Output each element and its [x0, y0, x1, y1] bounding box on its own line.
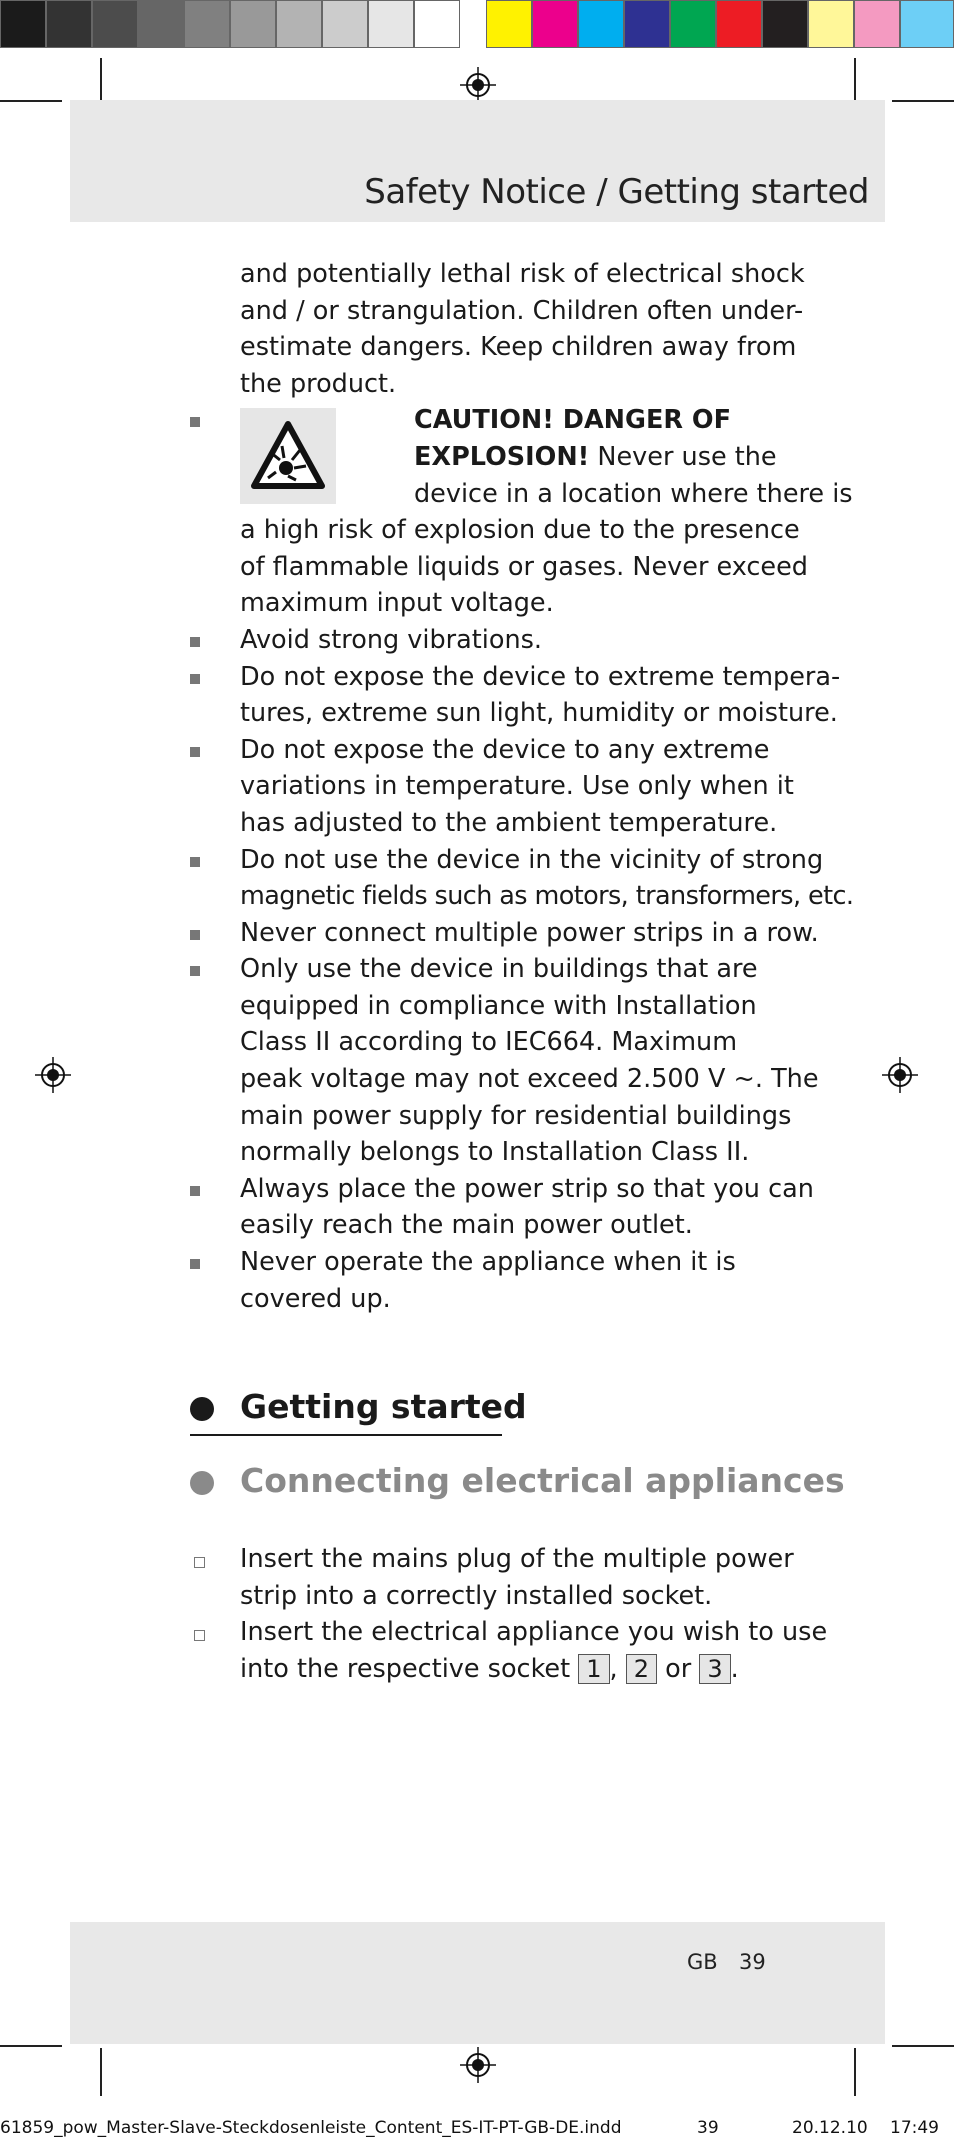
bullet-marker — [190, 857, 200, 867]
color-swatch — [900, 0, 954, 48]
print-slug-time: 17:49 — [890, 2118, 939, 2138]
crop-mark — [0, 100, 62, 102]
text-line: Never use the — [589, 441, 777, 472]
instruction-step — [190, 1614, 828, 1687]
crop-mark — [854, 2048, 856, 2096]
color-swatch — [716, 0, 762, 48]
color-swatch — [322, 0, 368, 48]
text-line: of flammable liquids or gases. Never exceed — [240, 551, 808, 582]
text-span: . — [730, 1653, 739, 1684]
bullet-marker — [190, 1186, 200, 1196]
bullet-marker — [190, 966, 200, 976]
color-swatch — [486, 0, 532, 48]
socket-number-badge: 2 — [626, 1654, 657, 1684]
text-span: , — [609, 1653, 626, 1684]
page-title: Safety Notice / Getting started — [364, 172, 869, 212]
text-line: Class II according to IEC664. Maximum — [240, 1027, 738, 1058]
print-slug-page: 39 — [697, 2118, 719, 2138]
color-swatch — [92, 0, 138, 48]
text-line: has adjusted to the ambient temperature. — [240, 807, 778, 838]
socket-number-badge: 1 — [578, 1654, 609, 1684]
text-line: maximum input voltage. — [240, 588, 554, 619]
color-swatch — [578, 0, 624, 48]
section-heading-text: Getting started — [240, 1387, 527, 1426]
text-line: main power supply for residential buildings — [240, 1100, 792, 1131]
heading-bullet-icon — [190, 1397, 214, 1421]
explosion-warning — [190, 402, 853, 622]
step-checkbox-icon — [194, 1630, 205, 1641]
text-line: estimate dangers. Keep children away from — [240, 332, 797, 363]
text-line: Insert the electrical appliance you wish to use — [240, 1617, 828, 1648]
text-line: and potentially lethal risk of electrical shock — [240, 259, 805, 289]
instruction-step — [190, 1541, 794, 1614]
subsection-heading-text: Connecting electrical appliances — [240, 1461, 845, 1500]
bullet-marker — [190, 637, 200, 647]
text-span: or — [657, 1653, 700, 1684]
crop-mark — [892, 2045, 954, 2047]
text-line: Always place the power strip so that you can — [240, 1173, 814, 1204]
bullet-marker — [190, 674, 200, 684]
color-swatch — [138, 0, 184, 48]
list-item — [190, 622, 770, 659]
text-line — [240, 1651, 770, 1688]
registration-mark-icon — [458, 65, 498, 105]
text-line: and / or strangulation. Children often under- — [240, 295, 804, 326]
heading-underline — [190, 1434, 502, 1436]
step-checkbox-icon — [194, 1557, 205, 1568]
color-swatch — [46, 0, 92, 48]
crop-mark — [0, 2045, 62, 2047]
text-line: device in a location where there is — [414, 478, 853, 509]
color-swatch — [624, 0, 670, 48]
text-line: Never connect multiple power strips in a row. — [240, 917, 819, 948]
socket-number-badge: 3 — [699, 1654, 730, 1684]
text-span: into the respective socket — [240, 1653, 579, 1684]
continuation-paragraph — [190, 256, 805, 402]
warning-title-line — [414, 402, 770, 439]
text-line: Do not use the device in the vicinity of strong — [240, 844, 824, 875]
crop-mark — [892, 100, 954, 102]
language-code: GB — [687, 1950, 718, 1974]
text-line: easily reach the main power outlet. — [240, 1210, 693, 1241]
color-calibration-bar — [0, 0, 954, 50]
text-line: peak voltage may not exceed 2.500 V ~. The — [240, 1064, 819, 1095]
color-swatch — [808, 0, 854, 48]
list-item — [190, 951, 819, 1171]
bullet-marker — [190, 1259, 200, 1269]
safety-notice-section — [190, 256, 854, 1317]
instruction-steps — [190, 1541, 828, 1687]
text-line: tures, extreme sun light, humidity or moisture. — [240, 698, 838, 729]
warning-title-line — [414, 439, 777, 476]
print-slug-filename: 61859_pow_Master-Slave-Steckdosenleiste_Content_ES-IT-PT-GB-DE.indd — [0, 2118, 622, 2138]
text-line: normally belongs to Installation Class II. — [240, 1137, 750, 1168]
list-item — [190, 915, 819, 952]
list-item — [190, 1171, 814, 1244]
color-swatch — [670, 0, 716, 48]
color-swatch — [762, 0, 808, 48]
warning-title: CAUTION! DANGER OF — [414, 405, 731, 436]
text-line: Do not expose the device to any extreme — [240, 734, 770, 765]
text-line: magnetic fields such as motors, transformers, etc. — [240, 881, 854, 912]
list-item — [190, 1244, 770, 1317]
list-item — [190, 732, 794, 842]
list-item — [190, 659, 841, 732]
text-line: Never operate the appliance when it is — [240, 1247, 736, 1278]
bullet-marker — [190, 417, 200, 427]
color-swatch — [276, 0, 322, 48]
registration-mark-icon — [880, 1055, 920, 1095]
color-swatch — [230, 0, 276, 48]
color-swatch — [368, 0, 414, 48]
heading-bullet-icon — [190, 1471, 214, 1495]
color-swatch — [0, 0, 46, 48]
bullet-marker — [190, 747, 200, 757]
text-line: the product. — [240, 368, 397, 399]
list-item — [190, 842, 854, 915]
crop-mark — [854, 58, 856, 106]
text-line: variations in temperature. Use only when it — [240, 771, 794, 802]
color-swatch — [414, 0, 460, 48]
text-line: Avoid strong vibrations. — [240, 624, 542, 655]
text-line: equipped in compliance with Installation — [240, 990, 757, 1021]
color-swatch — [854, 0, 900, 48]
text-line: Only use the device in buildings that are — [240, 954, 758, 985]
print-slug-date: 20.12.10 — [792, 2118, 868, 2138]
explosion-hazard-icon — [240, 408, 336, 504]
page-header — [70, 100, 885, 222]
text-line: covered up. — [240, 1283, 391, 1314]
registration-mark-icon — [458, 2045, 498, 2085]
crop-mark — [100, 58, 102, 106]
text-line: Do not expose the device to extreme tempera- — [240, 661, 841, 692]
page-footer — [70, 1922, 885, 2044]
text-line: a high risk of explosion due to the presence — [240, 515, 800, 546]
bullet-marker — [190, 930, 200, 940]
registration-mark-icon — [33, 1055, 73, 1095]
text-line: Insert the mains plug of the multiple power — [240, 1544, 794, 1574]
crop-mark — [100, 2048, 102, 2096]
color-swatch — [532, 0, 578, 48]
color-swatch — [184, 0, 230, 48]
text-line: strip into a correctly installed socket. — [240, 1580, 713, 1611]
page-number: 39 — [739, 1950, 766, 1974]
warning-title: EXPLOSION! — [414, 441, 590, 472]
